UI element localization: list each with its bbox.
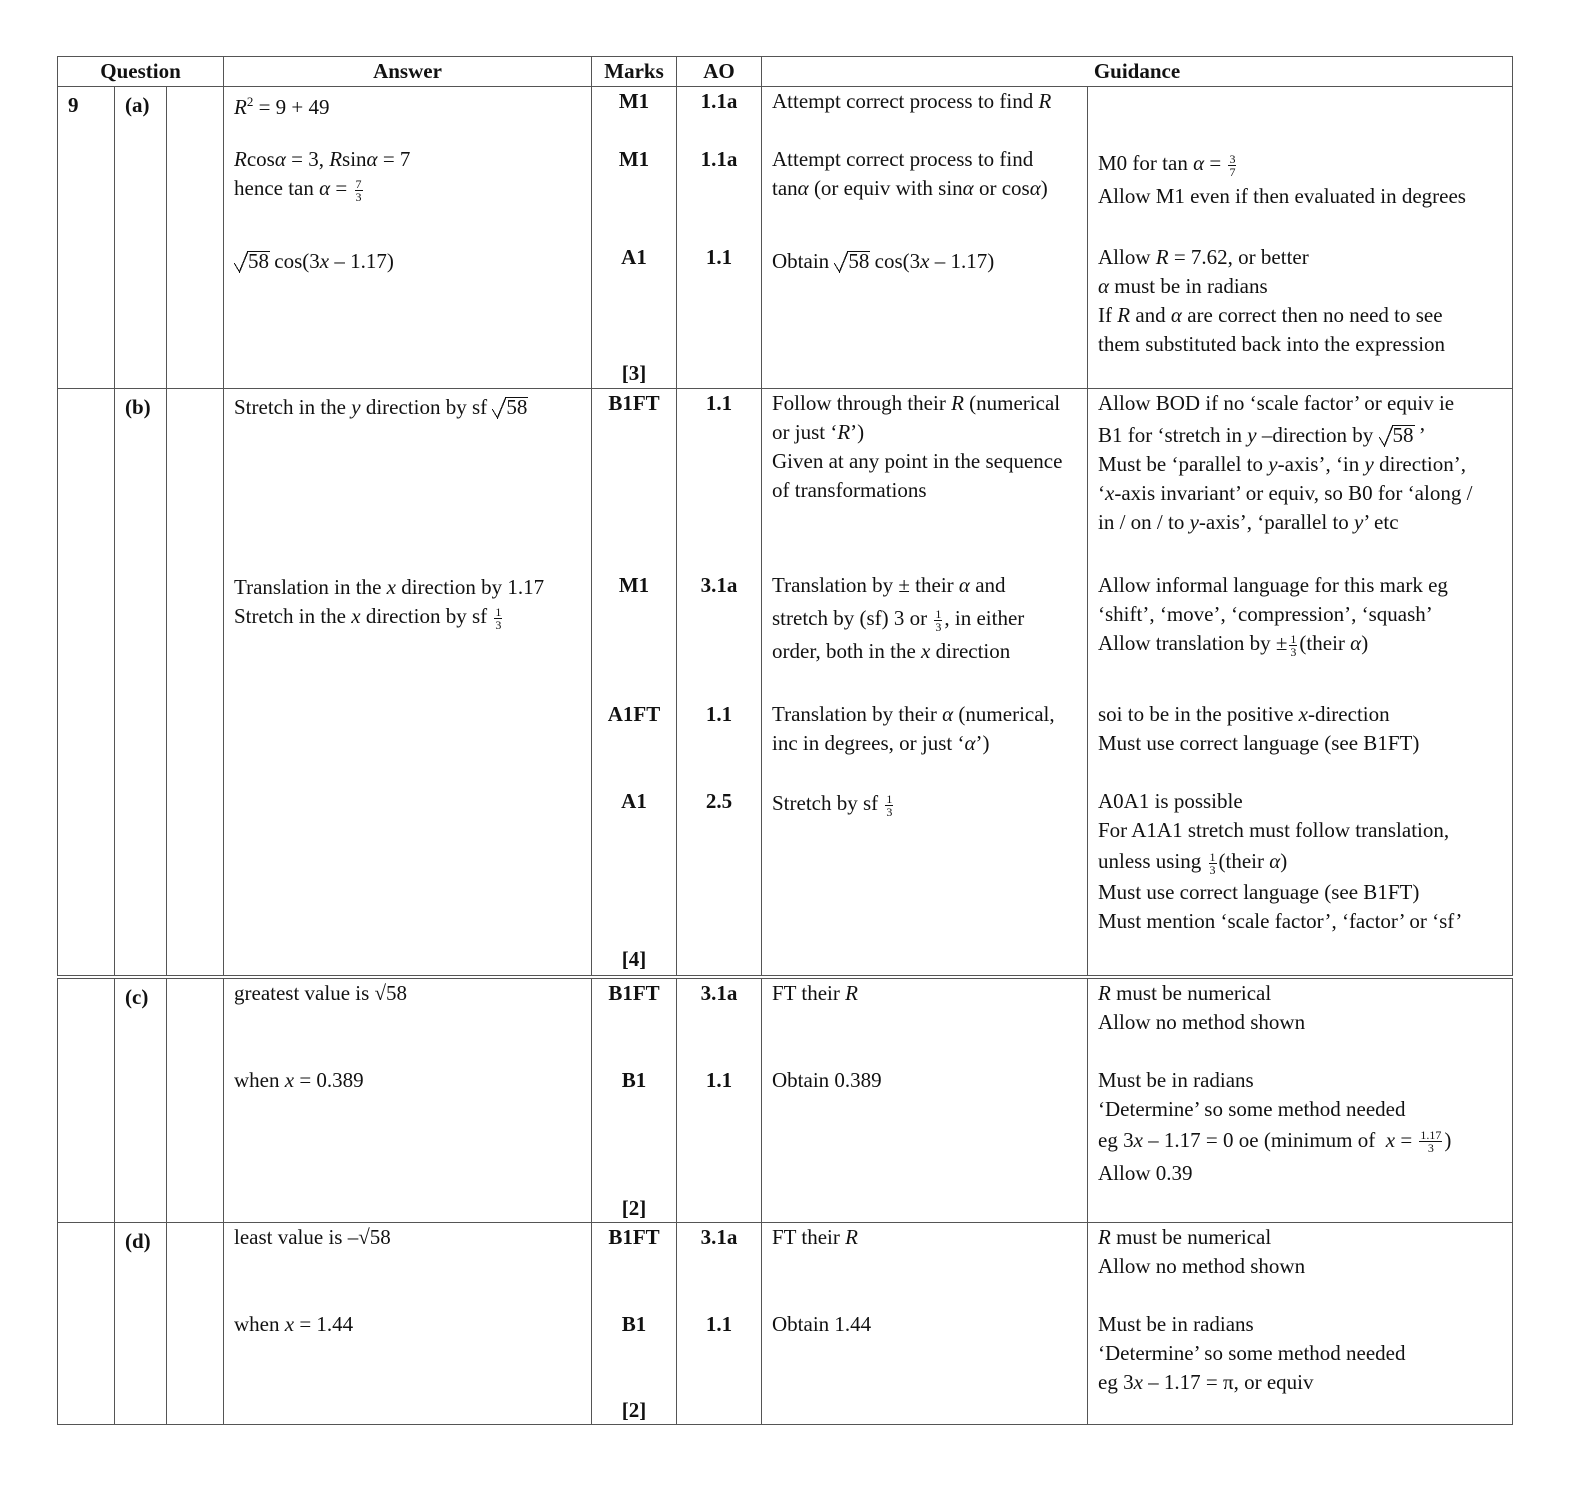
ao-value: 1.1 xyxy=(705,1312,733,1336)
part-label: (d) xyxy=(115,1223,167,1425)
guidance-line: B1 for ‘stretch in y –direction by 58 ’ xyxy=(1098,421,1506,450)
mark: A1FT xyxy=(607,702,661,726)
ao-cell xyxy=(677,389,762,977)
ao-cell xyxy=(677,977,762,1223)
guidance-line: Allow R = 7.62, or better xyxy=(1098,245,1309,269)
guidance-method-cell xyxy=(762,1223,1088,1425)
ao-value: 1.1 xyxy=(705,245,733,269)
guidance-line: them substituted back into the expression xyxy=(1098,332,1446,356)
ao-value: 1.1 xyxy=(705,702,733,726)
guidance-line: inc in degrees, or just ‘α’) xyxy=(772,731,990,755)
guidance-line: or just ‘R’) xyxy=(772,420,865,444)
guidance-method-cell xyxy=(762,389,1088,977)
guidance-line: R must be numerical xyxy=(1098,980,1272,1005)
guidance-line: Must be ‘parallel to y-axis’, ‘in y direction’, xyxy=(1098,452,1466,476)
answer-line: Rcosα = 3, Rsinα = 7 xyxy=(234,147,411,171)
part-total: [3] xyxy=(621,361,647,385)
answer-cell xyxy=(224,87,592,389)
guidance-line: Allow informal language for this mark eg xyxy=(1098,573,1448,597)
guidance-line: in / on / to y-axis’, ‘parallel to y’ etc xyxy=(1098,510,1399,534)
guidance-notes-cell xyxy=(1088,389,1513,977)
mark: B1FT xyxy=(608,391,660,415)
mark: M1 xyxy=(618,147,650,171)
guidance-line: Stretch by sf $\frac{1}{3}$ xyxy=(772,791,893,819)
guidance-line: of transformations xyxy=(772,478,927,502)
mark: B1FT xyxy=(608,980,660,1005)
mark: B1 xyxy=(621,1067,647,1092)
answer-line: $R^2 = 9 + 49$ xyxy=(234,94,330,119)
answer-line: when x = 0.389 xyxy=(234,1067,364,1092)
guidance-line: Translation by their α (numerical, xyxy=(772,702,1055,726)
answer-cell xyxy=(224,977,592,1223)
guidance-line: Must use correct language (see B1FT) xyxy=(1098,731,1420,755)
part-total: [2] xyxy=(621,1398,647,1422)
answer-line: least value is –√58 xyxy=(234,1225,391,1249)
guidance-line: α must be in radians xyxy=(1098,274,1268,298)
guidance-line: ‘Determine’ so some method needed xyxy=(1098,1341,1406,1365)
guidance-line: Given at any point in the sequence xyxy=(772,449,1063,473)
guidance-line: Attempt correct process to find xyxy=(772,147,1034,171)
answer-line: greatest value is √58 xyxy=(234,980,408,1005)
guidance-line: Allow M1 even if then evaluated in degrees xyxy=(1098,184,1466,208)
guidance-line: Allow no method shown xyxy=(1098,1254,1306,1278)
marks-cell xyxy=(592,1223,677,1425)
guidance-line: If R and α are correct then no need to see xyxy=(1098,303,1443,327)
guidance-method-cell xyxy=(762,87,1088,389)
guidance-line: Must be in radians xyxy=(1098,1067,1254,1092)
mark: B1 xyxy=(621,1312,647,1336)
guidance-line: ‘x-axis invariant’ or equiv, so B0 for ‘along / xyxy=(1098,481,1473,505)
mark-scheme-table xyxy=(57,56,1513,1425)
ao-value: 3.1a xyxy=(700,573,738,597)
answer-line: when x = 1.44 xyxy=(234,1312,354,1336)
guidance-line: unless using $\frac{1}{3}$ (their α) xyxy=(1098,849,1288,877)
marks-cell xyxy=(592,389,677,977)
guidance-line: Must be in radians xyxy=(1098,1312,1254,1336)
guidance-line: Obtain 1.44 xyxy=(772,1312,872,1336)
guidance-line: Obtain 0.389 xyxy=(772,1067,882,1092)
guidance-line: Allow 0.39 xyxy=(1098,1160,1193,1185)
header-question: Question xyxy=(58,57,224,87)
part-label: (a) xyxy=(115,87,167,389)
mark: B1FT xyxy=(608,1225,660,1249)
guidance-line: Attempt correct process to find R xyxy=(772,89,1052,113)
answer-line: Stretch in the x direction by sf $\frac{1}{3}$ xyxy=(234,604,502,632)
part-label: (c) xyxy=(115,977,167,1223)
marks-cell xyxy=(592,87,677,389)
guidance-line: soi to be in the positive x-direction xyxy=(1098,702,1390,726)
header-answer: Answer xyxy=(224,57,592,87)
guidance-line: stretch by (sf) 3 or $\frac{1}{3}$ , in either xyxy=(772,606,1025,634)
guidance-line: ‘shift’, ‘move’, ‘compression’, ‘squash’ xyxy=(1098,602,1433,626)
part-a-row xyxy=(58,87,1513,389)
guidance-line: R must be numerical xyxy=(1098,1225,1272,1249)
guidance-line: A0A1 is possible xyxy=(1098,789,1243,813)
guidance-line: Allow no method shown xyxy=(1098,1009,1306,1034)
ao-value: 3.1a xyxy=(700,980,738,1005)
mark: M1 xyxy=(618,573,650,597)
guidance-line: FT their R xyxy=(772,1225,858,1249)
guidance-line: Follow through their R (numerical xyxy=(772,391,1061,415)
guidance-line: eg 3x – 1.17 = π, or equiv xyxy=(1098,1370,1314,1394)
guidance-line: Obtain 58 cos(3x – 1.17) xyxy=(772,247,1081,276)
ao-value: 1.1a xyxy=(700,89,738,113)
guidance-line: order, both in the x direction xyxy=(772,639,1011,663)
answer-line: 58 cos(3x – 1.17) xyxy=(234,247,585,276)
part-total: [4] xyxy=(621,947,647,971)
ao-value: 1.1 xyxy=(705,1067,733,1092)
guidance-method-cell xyxy=(762,977,1088,1223)
answer-line: hence tan α = $\frac{7}{3}$ xyxy=(234,176,362,204)
marks-cell xyxy=(592,977,677,1223)
mark: A1 xyxy=(621,789,647,813)
guidance-line: FT their R xyxy=(772,980,858,1005)
guidance-line: ‘Determine’ so some method needed xyxy=(1098,1096,1406,1121)
part-label: (b) xyxy=(115,389,167,977)
guidance-line: Must use correct language (see B1FT) xyxy=(1098,880,1420,904)
header-row xyxy=(58,57,1513,87)
part-total: [2] xyxy=(621,1195,647,1220)
question-number: 9 xyxy=(58,87,115,389)
part-b-row xyxy=(58,389,1513,977)
mark: A1 xyxy=(621,245,647,269)
guidance-line: tanα (or equiv with sinα or cosα) xyxy=(772,176,1048,200)
guidance-line: For A1A1 stretch must follow translation, xyxy=(1098,818,1450,842)
ao-value: 1.1 xyxy=(705,391,733,415)
guidance-line: Allow BOD if no ‘scale factor’ or equiv ie xyxy=(1098,391,1455,415)
part-d-row xyxy=(58,1223,1513,1425)
header-guidance: Guidance xyxy=(762,57,1513,87)
ao-cell xyxy=(677,87,762,389)
guidance-line: Allow translation by ± $\frac{1}{3}$ (their α) xyxy=(1098,631,1369,659)
answer-cell xyxy=(224,1223,592,1425)
part-c-row xyxy=(58,977,1513,1223)
guidance-line: eg 3x – 1.17 = 0 oe (minimum of x = $\frac{1.17}{3}$ ) xyxy=(1098,1127,1452,1156)
guidance-notes-cell xyxy=(1088,977,1513,1223)
guidance-line: M0 for tan α = $\frac{3}{7}$ xyxy=(1098,151,1236,179)
guidance-notes-cell xyxy=(1088,87,1513,389)
ao-value: 3.1a xyxy=(700,1225,738,1249)
answer-cell xyxy=(224,389,592,977)
ao-value: 2.5 xyxy=(705,789,733,813)
guidance-notes-cell xyxy=(1088,1223,1513,1425)
mark: M1 xyxy=(618,89,650,113)
ao-cell xyxy=(677,1223,762,1425)
guidance-line: Must mention ‘scale factor’, ‘factor’ or ‘sf’ xyxy=(1098,909,1463,933)
ao-value: 1.1a xyxy=(700,147,738,171)
header-ao: AO xyxy=(677,57,762,87)
answer-line: Stretch in the y direction by sf 58 xyxy=(234,393,585,422)
answer-line: Translation in the x direction by 1.17 xyxy=(234,575,545,599)
guidance-line: Translation by ± their α and xyxy=(772,573,1006,597)
header-marks: Marks xyxy=(592,57,677,87)
